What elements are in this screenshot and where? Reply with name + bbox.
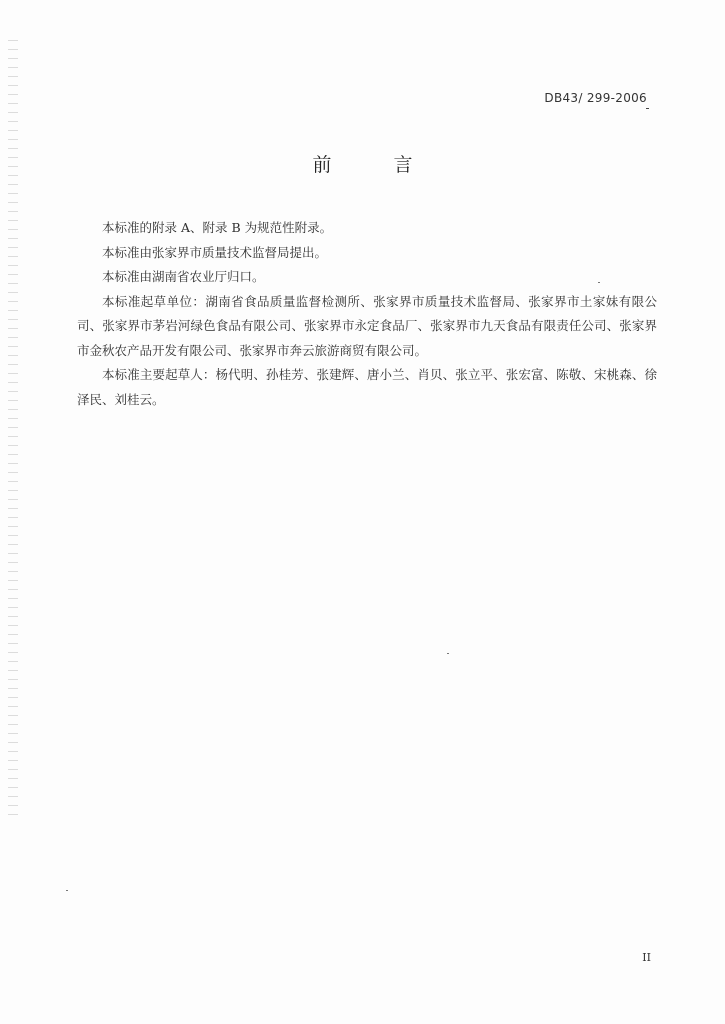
scan-mark — [646, 108, 649, 109]
scan-speck — [447, 653, 449, 654]
paragraph-drafting-units: 本标准起草单位：湖南省食品质量监督检测所、张家界市质量技术监督局、张家界市土家妹有限公司、张家界市茅岩河绿色食品有限公司、张家界市永定食品厂、张家界市九天食品有限责任公司、张家界市金秋农产品开发有限公司、张家界市奔云旅游商贸有限公司。 — [77, 293, 657, 358]
paragraph-administrator: 本标准由湖南省农业厅归口。 — [102, 269, 265, 284]
scan-speck — [598, 282, 600, 283]
paragraph-appendix-note: 本标准的附录 A、附录 B 为规范性附录。 — [102, 220, 333, 235]
page-number: II — [642, 951, 651, 964]
foreword-body — [77, 216, 657, 412]
paragraph-proposer: 本标准由张家界市质量技术监督局提出。 — [102, 244, 328, 260]
section-title-foreword: 前 言 — [312, 154, 441, 176]
scan-speck — [66, 890, 68, 891]
paragraph-drafters: 本标准主要起草人：杨代明、孙桂芳、张建辉、唐小兰、肖贝、张立平、张宏富、陈敬、宋桃森、徐泽民、刘桂云。 — [77, 367, 657, 407]
document-code: DB43/ 299-2006 — [544, 91, 647, 105]
